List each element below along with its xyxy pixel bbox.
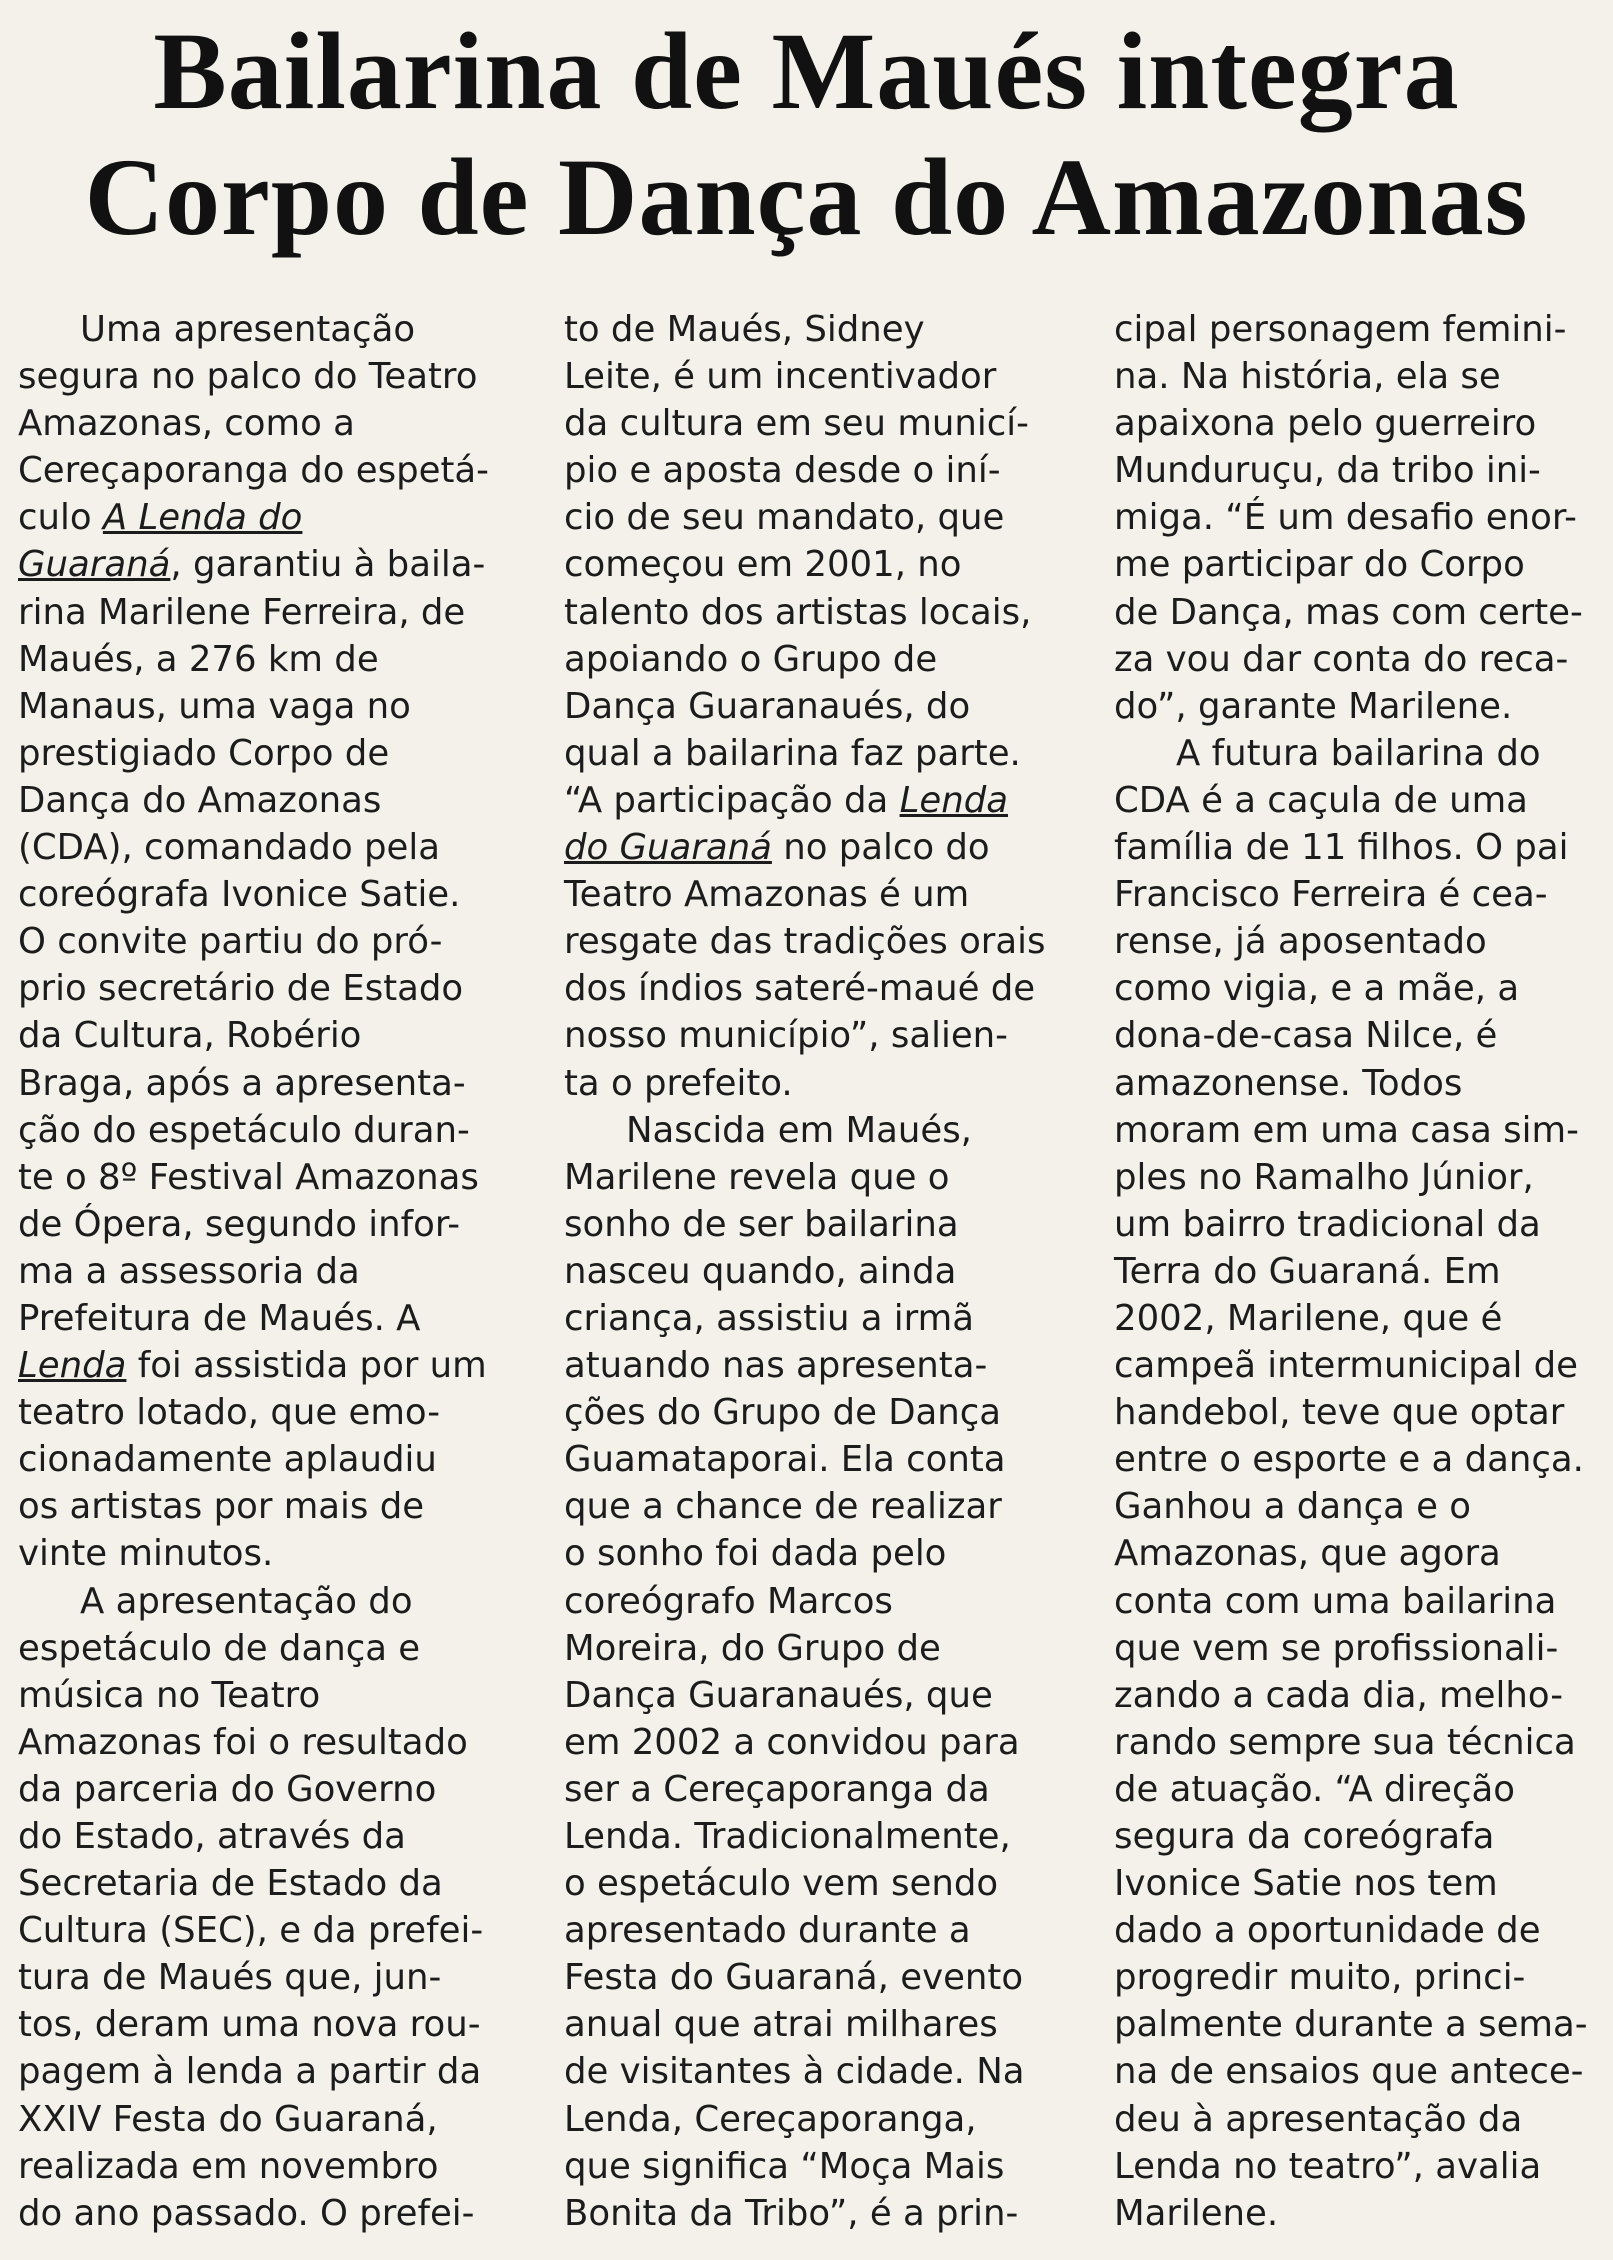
text-segment: to de Maués, Sidney bbox=[564, 309, 925, 350]
text-line bbox=[564, 494, 1084, 541]
text-line bbox=[1114, 1860, 1604, 1907]
text-line bbox=[564, 306, 1084, 353]
text-segment: XXIV Festa do Guaraná, bbox=[18, 2098, 438, 2140]
text-line bbox=[18, 1483, 528, 1530]
text-segment: qual a bailarina faz parte. bbox=[564, 732, 1021, 774]
text-line bbox=[564, 541, 1084, 588]
text-segment: apaixona pelo guerreiro bbox=[1114, 403, 1537, 445]
text-segment: dado a oportunidade de bbox=[1114, 1910, 1541, 1952]
text-segment: que a chance de realizar bbox=[564, 1486, 1002, 1528]
text-segment: na de ensaios que antece- bbox=[1114, 2051, 1584, 2093]
text-segment: zando a cada dia, melho- bbox=[1114, 1674, 1564, 1716]
headline-line-1: Bailarina de Maués integra bbox=[153, 10, 1460, 132]
text-segment: apoiando o Grupo de bbox=[564, 638, 938, 680]
text-segment: cipal personagem femini- bbox=[1114, 309, 1567, 350]
text-segment: resgate das tradições orais bbox=[564, 921, 1046, 963]
text-line bbox=[564, 1483, 1084, 1530]
text-line bbox=[564, 1954, 1084, 2001]
text-segment: um bairro tradicional da bbox=[1114, 1203, 1541, 1245]
text-line bbox=[564, 2001, 1084, 2048]
text-line bbox=[1114, 1060, 1604, 1107]
text-segment: entre o esporte e a dança. bbox=[1114, 1439, 1584, 1481]
text-segment: do”, garante Marilene. bbox=[1114, 685, 1513, 727]
underlined-title: Guaraná bbox=[18, 544, 171, 586]
text-line bbox=[564, 1389, 1084, 1436]
text-line bbox=[18, 1060, 528, 1107]
text-line bbox=[1114, 1907, 1604, 1954]
text-line bbox=[18, 636, 528, 683]
text-line bbox=[18, 1954, 528, 2001]
text-segment: Cultura (SEC), e da prefei- bbox=[18, 1910, 484, 1952]
text-line bbox=[1114, 447, 1604, 494]
text-segment: Ganhou a dança e o bbox=[1114, 1486, 1471, 1528]
text-segment: de visitantes à cidade. Na bbox=[564, 2051, 1025, 2093]
text-line bbox=[1114, 824, 1604, 871]
text-segment: pio e aposta desde o iní- bbox=[564, 450, 1001, 492]
text-segment: em 2002 a convidou para bbox=[564, 1721, 1020, 1763]
text-line bbox=[18, 2190, 528, 2237]
text-segment: de Ópera, segundo infor- bbox=[18, 1203, 461, 1245]
text-segment: segura no palco do Teatro bbox=[18, 356, 478, 398]
text-segment: pagem à lenda a partir da bbox=[18, 2051, 482, 2093]
text-segment: Bonita da Tribo”, é a prin- bbox=[564, 2192, 1019, 2234]
text-line bbox=[1114, 965, 1604, 1012]
text-segment: de atuação. “A direção bbox=[1114, 1768, 1515, 1810]
text-line bbox=[564, 1813, 1084, 1860]
text-line bbox=[1114, 777, 1604, 824]
text-segment: Secretaria de Estado da bbox=[18, 1863, 443, 1905]
text-segment: rando sempre sua técnica bbox=[1114, 1721, 1576, 1763]
text-line bbox=[1114, 683, 1604, 730]
underlined-title: Lenda bbox=[899, 779, 1008, 821]
text-line bbox=[18, 1625, 528, 1672]
text-segment: ções do Grupo de Dança bbox=[564, 1392, 1002, 1434]
text-segment: coreógrafo Marcos bbox=[564, 1580, 893, 1622]
text-line bbox=[18, 353, 528, 400]
text-segment: Lenda, Cereçaporanga, bbox=[564, 2098, 977, 2140]
text-line bbox=[1114, 400, 1604, 447]
text-segment: do ano passado. O prefei- bbox=[18, 2192, 475, 2234]
text-segment: progredir muito, princi- bbox=[1114, 1957, 1526, 1999]
text-line bbox=[18, 1154, 528, 1201]
text-segment: Marilene. bbox=[1114, 2192, 1279, 2234]
text-segment: conta com uma bailarina bbox=[1114, 1580, 1557, 1622]
text-line bbox=[1114, 541, 1604, 588]
text-line bbox=[1114, 1813, 1604, 1860]
text-line bbox=[564, 400, 1084, 447]
text-segment: palmente durante a sema- bbox=[1114, 2004, 1588, 2046]
text-segment: da Cultura, Robério bbox=[18, 1015, 362, 1057]
text-line bbox=[564, 777, 1084, 824]
text-line bbox=[564, 447, 1084, 494]
text-line bbox=[1114, 1578, 1604, 1625]
text-line bbox=[1114, 589, 1604, 636]
text-segment: rense, já aposentado bbox=[1114, 921, 1487, 963]
text-segment: no palco do bbox=[771, 827, 990, 869]
text-line bbox=[1114, 1295, 1604, 1342]
text-segment: sonho de ser bailarina bbox=[564, 1203, 959, 1245]
text-segment: ção do espetáculo duran- bbox=[18, 1109, 470, 1151]
text-segment: dos índios sateré-maué de bbox=[564, 968, 1036, 1010]
text-line bbox=[18, 306, 528, 353]
text-segment: o espetáculo vem sendo bbox=[564, 1863, 999, 1905]
text-line bbox=[564, 1107, 1084, 1154]
text-segment: 2002, Marilene, que é bbox=[1114, 1297, 1503, 1339]
text-line bbox=[564, 1672, 1084, 1719]
article-column-3 bbox=[1114, 306, 1604, 2237]
text-segment: anual que atrai milhares bbox=[564, 2004, 998, 2046]
text-segment: espetáculo de dança e bbox=[18, 1627, 421, 1669]
text-line bbox=[1114, 2143, 1604, 2190]
text-line bbox=[18, 824, 528, 871]
text-segment: prio secretário de Estado bbox=[18, 968, 464, 1010]
text-segment: do Estado, através da bbox=[18, 1816, 406, 1857]
text-line bbox=[564, 353, 1084, 400]
text-segment: A futura bailarina do bbox=[1176, 732, 1541, 774]
text-line bbox=[564, 871, 1084, 918]
text-segment: vinte minutos. bbox=[18, 1533, 274, 1575]
text-line bbox=[1114, 918, 1604, 965]
text-line bbox=[18, 730, 528, 777]
text-segment: na. Na história, ela se bbox=[1114, 356, 1501, 398]
text-line bbox=[18, 1436, 528, 1483]
text-line bbox=[564, 1907, 1084, 1954]
text-line bbox=[564, 589, 1084, 636]
text-line bbox=[1114, 1954, 1604, 2001]
text-line bbox=[564, 1012, 1084, 1059]
text-segment: Dança do Amazonas bbox=[18, 779, 382, 821]
text-line bbox=[1114, 636, 1604, 683]
text-segment: Uma apresentação bbox=[80, 309, 416, 350]
text-line bbox=[18, 447, 528, 494]
text-segment: Amazonas, que agora bbox=[1114, 1533, 1501, 1575]
text-line bbox=[18, 2096, 528, 2143]
text-line bbox=[1114, 1625, 1604, 1672]
underlined-title: Lenda bbox=[18, 1345, 127, 1387]
text-line bbox=[18, 965, 528, 1012]
text-segment: Braga, após a apresenta- bbox=[18, 1062, 466, 1104]
text-segment: handebol, teve que optar bbox=[1114, 1392, 1565, 1434]
text-segment: moram em uma casa sim- bbox=[1114, 1109, 1579, 1151]
text-line bbox=[18, 1766, 528, 1813]
text-line bbox=[564, 1060, 1084, 1107]
text-segment: , garantiu à baila- bbox=[170, 544, 486, 586]
text-line bbox=[1114, 1766, 1604, 1813]
text-segment: foi assistida por um bbox=[126, 1345, 487, 1387]
text-segment: Amazonas, como a bbox=[18, 403, 355, 445]
text-segment: de Dança, mas com certe- bbox=[1114, 591, 1583, 633]
text-segment: me participar do Corpo bbox=[1114, 544, 1525, 586]
text-line bbox=[1114, 1248, 1604, 1295]
text-segment: Amazonas foi o resultado bbox=[18, 1721, 468, 1763]
text-segment: criança, assistiu a irmã bbox=[564, 1297, 974, 1339]
text-segment: o sonho foi dada pelo bbox=[564, 1533, 947, 1575]
text-line bbox=[564, 1625, 1084, 1672]
text-segment: Dança Guaranaués, do bbox=[564, 685, 971, 727]
text-segment: teatro lotado, que emo- bbox=[18, 1392, 441, 1434]
text-segment: “A participação da bbox=[564, 779, 900, 821]
text-line bbox=[18, 918, 528, 965]
text-line bbox=[564, 824, 1084, 871]
text-line bbox=[1114, 1012, 1604, 1059]
text-segment: A apresentação do bbox=[80, 1580, 413, 1622]
text-line bbox=[564, 1342, 1084, 1389]
text-segment: O convite partiu do pró- bbox=[18, 921, 443, 963]
text-segment: Cereçaporanga do espetá- bbox=[18, 450, 489, 492]
text-line bbox=[564, 2143, 1084, 2190]
text-line bbox=[18, 2048, 528, 2095]
text-segment: ples no Ramalho Júnior, bbox=[1114, 1156, 1534, 1198]
text-segment: Francisco Ferreira é cea- bbox=[1114, 874, 1548, 916]
text-line bbox=[18, 1342, 528, 1389]
text-line bbox=[18, 1201, 528, 1248]
text-segment: realizada em novembro bbox=[18, 2145, 439, 2187]
text-segment: dona-de-casa Nilce, é bbox=[1114, 1015, 1498, 1057]
text-segment: Maués, a 276 km de bbox=[18, 638, 379, 680]
text-line bbox=[18, 2001, 528, 2048]
text-segment: (CDA), comandado pela bbox=[18, 827, 440, 869]
text-line bbox=[1114, 1719, 1604, 1766]
text-line bbox=[564, 730, 1084, 777]
text-line bbox=[18, 2143, 528, 2190]
text-line bbox=[1114, 1530, 1604, 1577]
text-line bbox=[564, 2190, 1084, 2237]
text-segment: Terra do Guaraná. Em bbox=[1114, 1250, 1501, 1292]
text-line bbox=[18, 1295, 528, 1342]
text-line bbox=[18, 1530, 528, 1577]
text-segment: prestigiado Corpo de bbox=[18, 732, 390, 774]
text-segment: Dança Guaranaués, que bbox=[564, 1674, 993, 1716]
text-line bbox=[1114, 1672, 1604, 1719]
text-segment: Lenda. Tradicionalmente, bbox=[564, 1816, 1011, 1857]
text-segment: miga. “É um desafio enor- bbox=[1114, 497, 1577, 539]
text-segment: Teatro Amazonas é um bbox=[564, 874, 970, 916]
text-segment: tos, deram uma nova rou- bbox=[18, 2004, 481, 2046]
text-segment: coreógrafa Ivonice Satie. bbox=[18, 874, 461, 916]
text-line bbox=[564, 1578, 1084, 1625]
text-segment: da cultura em seu municí- bbox=[564, 403, 1029, 445]
text-segment: Leite, é um incentivador bbox=[564, 356, 997, 398]
text-segment: que vem se profissionali- bbox=[1114, 1627, 1559, 1669]
article-column-1 bbox=[18, 306, 528, 2237]
text-line bbox=[1114, 494, 1604, 541]
text-segment: família de 11 filhos. O pai bbox=[1114, 827, 1569, 869]
text-line bbox=[564, 1154, 1084, 1201]
text-segment: tura de Maués que, jun- bbox=[18, 1957, 442, 1999]
text-line bbox=[564, 1766, 1084, 1813]
text-segment: campeã intermunicipal de bbox=[1114, 1345, 1578, 1387]
text-line bbox=[18, 1389, 528, 1436]
text-line bbox=[18, 777, 528, 824]
text-line bbox=[18, 494, 528, 541]
text-line bbox=[564, 1719, 1084, 1766]
text-line bbox=[18, 1813, 528, 1860]
text-line bbox=[564, 1248, 1084, 1295]
text-segment: Ivonice Satie nos tem bbox=[1114, 1863, 1498, 1905]
article-column-2 bbox=[564, 306, 1084, 2237]
text-segment: da parceria do Governo bbox=[18, 1768, 437, 1810]
text-line bbox=[1114, 306, 1604, 353]
text-segment: za vou dar conta do reca- bbox=[1114, 638, 1569, 680]
text-line bbox=[1114, 1201, 1604, 1248]
text-line bbox=[1114, 2001, 1604, 2048]
text-line bbox=[564, 1530, 1084, 1577]
text-line bbox=[1114, 2190, 1604, 2237]
text-segment: segura da coreógrafa bbox=[1114, 1816, 1495, 1857]
text-line bbox=[564, 918, 1084, 965]
text-segment: talento dos artistas locais, bbox=[564, 591, 1032, 633]
text-line bbox=[1114, 1436, 1604, 1483]
text-line bbox=[1114, 353, 1604, 400]
text-line bbox=[18, 1860, 528, 1907]
text-segment: deu à apresentação da bbox=[1114, 2098, 1523, 2140]
text-line bbox=[1114, 871, 1604, 918]
text-line bbox=[18, 871, 528, 918]
text-segment: rina Marilene Ferreira, de bbox=[18, 591, 466, 633]
text-line bbox=[18, 1578, 528, 1625]
headline bbox=[0, 8, 1613, 260]
text-line bbox=[18, 1719, 528, 1766]
underlined-title: A Lenda do bbox=[102, 497, 303, 539]
text-segment: Guamataporai. Ela conta bbox=[564, 1439, 1006, 1481]
text-segment: Nascida em Maués, bbox=[626, 1109, 972, 1151]
text-segment: música no Teatro bbox=[18, 1674, 321, 1716]
underlined-title: do Guaraná bbox=[564, 827, 772, 869]
text-segment: te o 8º Festival Amazonas bbox=[18, 1156, 479, 1198]
text-line bbox=[1114, 2048, 1604, 2095]
text-line bbox=[18, 1012, 528, 1059]
text-line bbox=[1114, 730, 1604, 777]
text-segment: os artistas por mais de bbox=[18, 1486, 425, 1528]
text-segment: ma a assessoria da bbox=[18, 1250, 360, 1292]
text-segment: cio de seu mandato, que bbox=[564, 497, 1005, 539]
text-segment: Moreira, do Grupo de bbox=[564, 1627, 941, 1669]
text-line bbox=[1114, 1389, 1604, 1436]
text-line bbox=[564, 1860, 1084, 1907]
text-line bbox=[564, 965, 1084, 1012]
text-line bbox=[18, 589, 528, 636]
text-line bbox=[18, 1907, 528, 1954]
text-segment: que significa “Moça Mais bbox=[564, 2145, 1005, 2187]
text-line bbox=[18, 1672, 528, 1719]
text-line bbox=[18, 541, 528, 588]
text-segment: Munduruçu, da tribo ini- bbox=[1114, 450, 1541, 492]
text-line bbox=[564, 1436, 1084, 1483]
text-segment: atuando nas apresenta- bbox=[564, 1345, 988, 1387]
text-segment: começou em 2001, no bbox=[564, 544, 962, 586]
text-line bbox=[18, 683, 528, 730]
text-segment: CDA é a caçula de uma bbox=[1114, 779, 1528, 821]
text-line bbox=[564, 2096, 1084, 2143]
text-line bbox=[1114, 2096, 1604, 2143]
text-line bbox=[564, 683, 1084, 730]
text-line bbox=[1114, 1107, 1604, 1154]
text-segment: culo bbox=[18, 497, 103, 539]
text-line bbox=[18, 1248, 528, 1295]
text-line bbox=[564, 1295, 1084, 1342]
text-segment: Manaus, uma vaga no bbox=[18, 685, 411, 727]
text-line bbox=[1114, 1154, 1604, 1201]
text-segment: Marilene revela que o bbox=[564, 1156, 950, 1198]
text-segment: cionadamente aplaudiu bbox=[18, 1439, 437, 1481]
text-line bbox=[564, 1201, 1084, 1248]
text-line bbox=[18, 400, 528, 447]
text-segment: como vigia, e a mãe, a bbox=[1114, 968, 1520, 1010]
text-line bbox=[564, 636, 1084, 683]
text-line bbox=[1114, 1483, 1604, 1530]
text-segment: apresentado durante a bbox=[564, 1910, 971, 1952]
text-segment: Festa do Guaraná, evento bbox=[564, 1957, 1024, 1999]
text-segment: nasceu quando, ainda bbox=[564, 1250, 957, 1292]
text-segment: Prefeitura de Maués. A bbox=[18, 1297, 421, 1339]
text-line bbox=[1114, 1342, 1604, 1389]
text-segment: amazonense. Todos bbox=[1114, 1062, 1463, 1104]
text-segment: ser a Cereçaporanga da bbox=[564, 1768, 990, 1810]
headline-line-2: Corpo de Dança do Amazonas bbox=[84, 136, 1529, 258]
text-line bbox=[564, 2048, 1084, 2095]
text-line bbox=[18, 1107, 528, 1154]
text-segment: nosso município”, salien- bbox=[564, 1015, 1008, 1057]
text-segment: ta o prefeito. bbox=[564, 1062, 793, 1104]
text-segment: Lenda no teatro”, avalia bbox=[1114, 2145, 1542, 2187]
